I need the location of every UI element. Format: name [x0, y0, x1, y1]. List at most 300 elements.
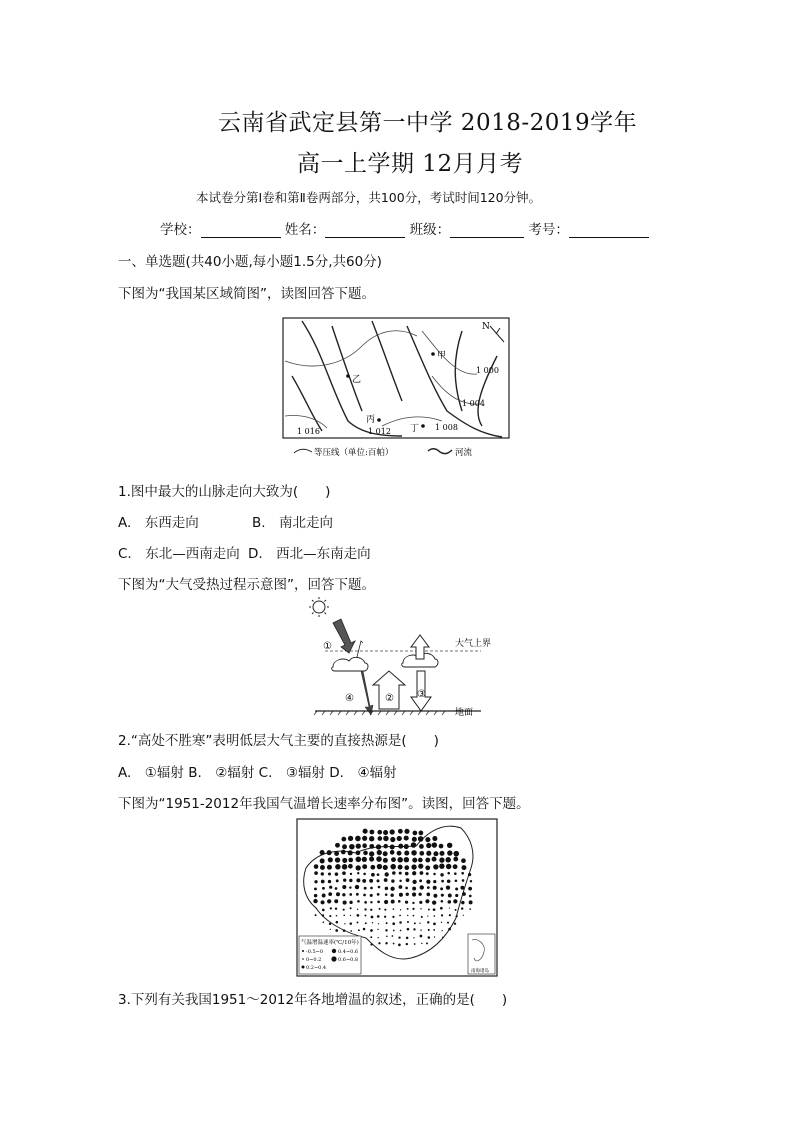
- map-dot: [362, 879, 366, 883]
- map-dot: [336, 921, 339, 924]
- map-dot: [314, 887, 317, 890]
- map-dot: [461, 901, 464, 904]
- map-dot: [461, 858, 466, 863]
- map-dot: [383, 830, 388, 835]
- map-dot: [336, 879, 339, 882]
- map-dot: [364, 915, 366, 917]
- map-dot: [407, 928, 410, 931]
- map-dot: [356, 865, 361, 870]
- map-dot: [335, 864, 340, 869]
- map-dot: [426, 872, 429, 875]
- map-dot: [455, 887, 458, 890]
- label-ding: 丁: [410, 424, 420, 434]
- map-dot: [385, 872, 389, 876]
- map-dot: [418, 858, 423, 863]
- map-dot: [406, 943, 408, 945]
- map-dot: [341, 837, 346, 842]
- map-dot: [348, 864, 353, 869]
- map-dot: [363, 894, 366, 897]
- region-map-figure: [282, 316, 512, 462]
- atmosphere-heating-diagram: [305, 597, 495, 719]
- isobar-label-1016: 1 016: [297, 427, 320, 436]
- map-dot: [364, 901, 367, 904]
- temperature-rate-map: [296, 818, 498, 978]
- map-dot: [462, 892, 466, 896]
- map-dot: [432, 836, 437, 841]
- map-dot: [377, 850, 382, 855]
- map-dot: [462, 879, 465, 882]
- map-dot: [363, 873, 366, 876]
- map-dot: [425, 865, 430, 870]
- map-dot: [393, 930, 395, 932]
- map-dot: [426, 843, 431, 848]
- map-dot: [428, 908, 430, 910]
- map-dot: [441, 900, 444, 903]
- map-dot: [426, 851, 431, 856]
- map-dot: [421, 943, 422, 944]
- map-dot: [413, 928, 415, 930]
- map-dot: [461, 872, 464, 875]
- map-dot: [468, 873, 471, 876]
- map-dot: [377, 901, 380, 904]
- map-dot: [404, 836, 409, 841]
- isobar-label-1004: 1 004: [462, 399, 485, 408]
- map-dot: [412, 908, 414, 910]
- map-dot: [433, 929, 435, 931]
- map-dot: [355, 885, 359, 889]
- map-dot: [378, 836, 383, 841]
- map-dot: [335, 929, 338, 932]
- map-dot: [356, 893, 359, 896]
- q1-option-b[interactable]: B. 南北走向: [252, 515, 334, 531]
- map-dot: [370, 943, 372, 945]
- title-line-1: 云南省武定县第一中学 2018-2019学年: [218, 110, 638, 136]
- map-dot: [392, 935, 394, 937]
- map-dot: [433, 894, 437, 898]
- map-dot: [355, 836, 361, 842]
- map-dot: [426, 893, 430, 897]
- map-dot: [342, 871, 346, 875]
- map-dot: [377, 893, 380, 896]
- name-label: 姓名：: [284, 222, 326, 238]
- map-dot: [362, 864, 367, 869]
- map-dot: [433, 864, 438, 869]
- map-dot: [348, 836, 353, 841]
- map-dot: [441, 894, 444, 897]
- map-dot: [405, 901, 408, 904]
- map-dot: [419, 922, 420, 923]
- map-dot: [369, 830, 374, 835]
- map-dot: [404, 829, 409, 834]
- map-dot: [461, 907, 463, 909]
- map-dot: [448, 928, 451, 931]
- map-dot: [428, 929, 430, 931]
- map-dot: [470, 880, 472, 882]
- map-dot: [468, 887, 472, 891]
- map-dot: [446, 885, 450, 889]
- map-dot: [398, 944, 401, 947]
- map-dot: [433, 915, 435, 917]
- map-dot: [412, 880, 416, 884]
- map-dot: [397, 857, 403, 863]
- map-dot: [442, 937, 444, 939]
- map-dot: [453, 851, 459, 857]
- map-dot: [432, 842, 437, 847]
- map3-legend-title: 气温增温速率(℃/10年): [301, 940, 359, 946]
- map-dot: [412, 887, 416, 891]
- map-dot: [419, 851, 424, 856]
- map-dot: [341, 850, 346, 855]
- map-dot: [322, 909, 325, 912]
- map-dot: [390, 844, 395, 849]
- map-dot: [390, 850, 395, 855]
- map-dot: [393, 943, 395, 945]
- map-dot: [350, 922, 353, 925]
- reflect-arrow: [357, 641, 363, 657]
- school-label: 学校：: [160, 222, 201, 238]
- map-dot: [356, 857, 362, 863]
- q2-stem: 2.“高处不胜寒”表明低层大气主要的直接热源是( ): [118, 733, 439, 749]
- map-dot: [357, 900, 360, 903]
- river-legend-icon: [428, 449, 452, 454]
- map-dot: [392, 871, 396, 875]
- map-dot: [383, 851, 388, 856]
- map-dot: [356, 878, 360, 882]
- map-dot: [386, 922, 388, 924]
- map-dot: [398, 936, 400, 938]
- map-dot: [336, 892, 340, 896]
- isobars: [285, 331, 482, 428]
- map-dot: [453, 864, 458, 869]
- map-dot: [433, 908, 436, 911]
- map-dot: [320, 858, 325, 863]
- map-dot: [313, 899, 317, 903]
- map-dot: [369, 836, 374, 841]
- map-dot: [378, 923, 379, 924]
- map-dot: [350, 915, 351, 916]
- q2-options: [118, 761, 397, 781]
- map-dot: [328, 873, 331, 876]
- map-dot: [315, 914, 317, 916]
- map-dot: [460, 886, 464, 890]
- map-dot: [335, 843, 340, 848]
- map-dot: [377, 830, 382, 835]
- map-dot: [447, 879, 451, 883]
- map-dot: [328, 857, 333, 862]
- student-info-row: [160, 218, 649, 238]
- label-4: ④: [345, 693, 354, 704]
- map-dot: [348, 850, 353, 855]
- map-dot: [384, 878, 388, 882]
- legend-river: 河流: [455, 448, 473, 458]
- q1-option-a[interactable]: A. 东西走向: [118, 515, 199, 531]
- label-2: ②: [385, 693, 394, 704]
- map-dot: [335, 887, 338, 890]
- map-dot: [439, 857, 444, 862]
- map-dot: [335, 872, 339, 876]
- map-dot: [376, 856, 382, 862]
- map-dot: [426, 880, 430, 884]
- map-dot: [342, 858, 347, 863]
- map-dot: [349, 893, 352, 896]
- map-dot: [377, 864, 382, 869]
- intro-3: 下图为“1951-2012年我国气温增长速率分布图”。读图，回答下题。: [118, 796, 530, 812]
- map-dot: [322, 894, 326, 898]
- map-dot: [321, 900, 325, 904]
- map-dot: [390, 837, 395, 842]
- map-dot: [432, 857, 437, 862]
- map-dot: [407, 915, 408, 916]
- map-dot: [399, 915, 401, 917]
- map-dot: [449, 914, 451, 916]
- map-dot: [399, 885, 403, 889]
- label-jia: 甲: [437, 351, 447, 361]
- map-dot: [439, 851, 444, 856]
- map-dot: [330, 907, 332, 909]
- map-dot: [399, 921, 402, 924]
- map-dot: [383, 865, 388, 870]
- map-dot: [418, 836, 424, 842]
- arrow-4: [361, 671, 373, 715]
- map-dot: [398, 865, 403, 870]
- class-label: 班级：: [409, 222, 451, 238]
- map-dot: [363, 851, 368, 856]
- isobar-legend-icon: [294, 449, 312, 453]
- map-dot: [425, 837, 430, 842]
- map-dot: [455, 894, 458, 897]
- map-dot: [420, 871, 424, 875]
- map-dot: [328, 892, 332, 896]
- map-dot: [327, 865, 332, 870]
- north-label: N: [482, 322, 490, 332]
- map-dot: [369, 851, 374, 856]
- map-dot: [329, 886, 332, 889]
- map-dot: [455, 909, 457, 911]
- map-dot: [370, 929, 373, 932]
- map-dot: [448, 893, 452, 897]
- map-dot: [469, 908, 471, 910]
- isobar-label-1012: 1 012: [368, 427, 391, 436]
- map-dot: [419, 879, 422, 882]
- map-dot: [413, 937, 414, 938]
- map-dot: [329, 923, 331, 925]
- map-dot: [383, 858, 388, 863]
- solar-radiation-arrow: [333, 619, 355, 653]
- map-dot: [407, 921, 409, 923]
- map-dot: [404, 857, 409, 862]
- map-dot: [390, 864, 396, 870]
- label-3: ③: [417, 689, 426, 700]
- map-dot: [404, 844, 409, 849]
- map-dot: [420, 908, 421, 909]
- map-dot: [419, 844, 424, 849]
- map-dot: [349, 879, 352, 882]
- map-dot: [420, 935, 423, 938]
- map-dot: [428, 936, 431, 939]
- map-dot: [391, 857, 396, 862]
- map-dot: [385, 929, 387, 931]
- map-dot: [322, 887, 325, 890]
- map-dot: [362, 836, 367, 841]
- map-dot: [420, 885, 424, 889]
- map-dot: [411, 850, 417, 856]
- map-dot: [434, 936, 435, 937]
- map-dot: [469, 900, 473, 904]
- map-dot: [350, 907, 352, 909]
- map-dot: [427, 915, 428, 916]
- map-dot: [383, 836, 388, 841]
- q2-option-a[interactable]: A. ①辐射: [118, 765, 184, 781]
- q1-option-d[interactable]: D. 西北—东南走向: [248, 546, 371, 562]
- map-dot: [342, 885, 346, 889]
- map-dot: [400, 930, 402, 932]
- map-dot: [370, 936, 372, 938]
- map-dot: [392, 922, 395, 925]
- map-dot: [433, 851, 438, 856]
- label-1: ①: [323, 641, 332, 652]
- map-dot: [419, 831, 424, 836]
- map-dot: [411, 864, 416, 869]
- map-dot: [384, 916, 386, 918]
- q1-option-c[interactable]: C. 东北—西南走向: [118, 546, 240, 562]
- map-dot: [335, 907, 337, 909]
- map-dot: [357, 872, 359, 874]
- map-dot: [432, 900, 436, 904]
- label-atmosphere-top: 大气上界: [455, 639, 492, 649]
- map-dot: [456, 915, 458, 917]
- map-dot: [369, 844, 374, 849]
- map-dot: [433, 886, 437, 890]
- map-dot: [363, 928, 366, 931]
- map-dot: [362, 857, 367, 862]
- label-yi: 乙: [352, 375, 362, 385]
- label-bing: 丙: [366, 415, 376, 425]
- map-dot: [433, 880, 436, 883]
- q2-option-b[interactable]: B. ②辐射: [188, 765, 255, 781]
- map-dot: [314, 864, 319, 869]
- exam-info: 本试卷分第Ⅰ卷和第Ⅱ卷两部分，共100分，考试时间120分钟。: [196, 190, 542, 205]
- map-dot: [323, 921, 325, 923]
- map-dot: [342, 864, 348, 870]
- map-dot: [447, 922, 449, 924]
- map-dot: [314, 894, 318, 898]
- map-dot: [349, 886, 351, 888]
- map-dot: [350, 873, 352, 875]
- map-dot: [363, 829, 368, 834]
- map-dot: [454, 923, 456, 925]
- map-dot: [439, 844, 444, 849]
- legend-isobar: 等压线（单位:百帕）: [314, 448, 394, 458]
- map-dot: [391, 900, 395, 904]
- map-dot: [385, 887, 389, 891]
- q3-stem: 3.下列有关我国1951～2012年各地增温的叙述，正确的是( ): [118, 992, 508, 1008]
- map-dot: [334, 899, 338, 903]
- class-field[interactable]: [450, 223, 524, 238]
- map-dot: [421, 916, 423, 918]
- map-dot: [412, 871, 416, 875]
- map-dot: [356, 843, 361, 848]
- map-dot: [377, 873, 380, 876]
- map-dot: [364, 908, 366, 910]
- map-dot: [447, 872, 450, 875]
- map-dot: [348, 858, 353, 863]
- map-dot: [370, 909, 372, 911]
- map-dot: [454, 872, 457, 875]
- map-dot: [356, 921, 358, 923]
- map-dot: [418, 864, 423, 869]
- map-dot: [461, 865, 466, 870]
- map-dot: [455, 879, 458, 882]
- intro-2: 下图为“大气受热过程示意图”，回答下题。: [118, 577, 375, 593]
- map-dot: [398, 900, 401, 903]
- map-dot: [449, 907, 450, 908]
- map-dot: [365, 922, 367, 924]
- map-dot: [398, 829, 403, 834]
- map-dot: [372, 922, 373, 923]
- map-dot: [371, 873, 375, 877]
- map-dot: [404, 865, 409, 870]
- map-dot: [412, 837, 417, 842]
- map-dot: [314, 880, 317, 883]
- map-dot: [448, 900, 452, 904]
- map-dot: [343, 901, 347, 905]
- map-dot: [330, 929, 331, 930]
- isobar-label-1000: 1 000: [476, 366, 499, 375]
- map-dot: [439, 863, 444, 868]
- map-dot: [321, 880, 325, 884]
- map-dot: [391, 879, 394, 882]
- q2-option-c[interactable]: C. ③辐射: [258, 765, 325, 781]
- map-dot: [379, 908, 381, 910]
- title-line-2: 高一上学期 12月月考: [297, 151, 524, 177]
- map-dot: [440, 873, 443, 876]
- map-dot: [426, 942, 428, 944]
- map-dot: [412, 858, 417, 863]
- map-dot: [427, 921, 429, 923]
- map-dot: [364, 887, 367, 890]
- map-dot: [390, 887, 394, 891]
- name-field[interactable]: [325, 223, 405, 238]
- map-dot: [447, 843, 452, 848]
- map-dot: [463, 915, 464, 916]
- exam-number-field[interactable]: [569, 223, 649, 238]
- map-dot: [386, 936, 388, 938]
- map-dot: [343, 914, 345, 916]
- map-dot: [447, 850, 452, 855]
- map-dot: [393, 908, 395, 910]
- map-dot: [418, 893, 421, 896]
- map-dot: [398, 844, 403, 849]
- school-field[interactable]: [201, 223, 281, 238]
- map-dot: [329, 915, 331, 917]
- legend-item-4: 0.6~0.8: [338, 957, 359, 963]
- map-dot: [383, 844, 388, 849]
- map-dot: [342, 844, 347, 849]
- map-dot: [384, 900, 388, 904]
- isobar-label-1008: 1 008: [435, 423, 458, 432]
- inset-label: 南海诸岛: [471, 969, 489, 974]
- map-dot: [425, 858, 430, 863]
- q2-option-d[interactable]: D. ④辐射: [329, 765, 397, 781]
- cloud-left: [332, 657, 368, 671]
- legend-item-1: -0.5~0: [306, 949, 324, 955]
- map-dot: [411, 842, 417, 848]
- map-dot: [433, 922, 436, 925]
- map-dot: [362, 843, 367, 848]
- map-dot: [328, 880, 331, 883]
- map-dot: [445, 857, 451, 863]
- map-dot: [440, 907, 443, 910]
